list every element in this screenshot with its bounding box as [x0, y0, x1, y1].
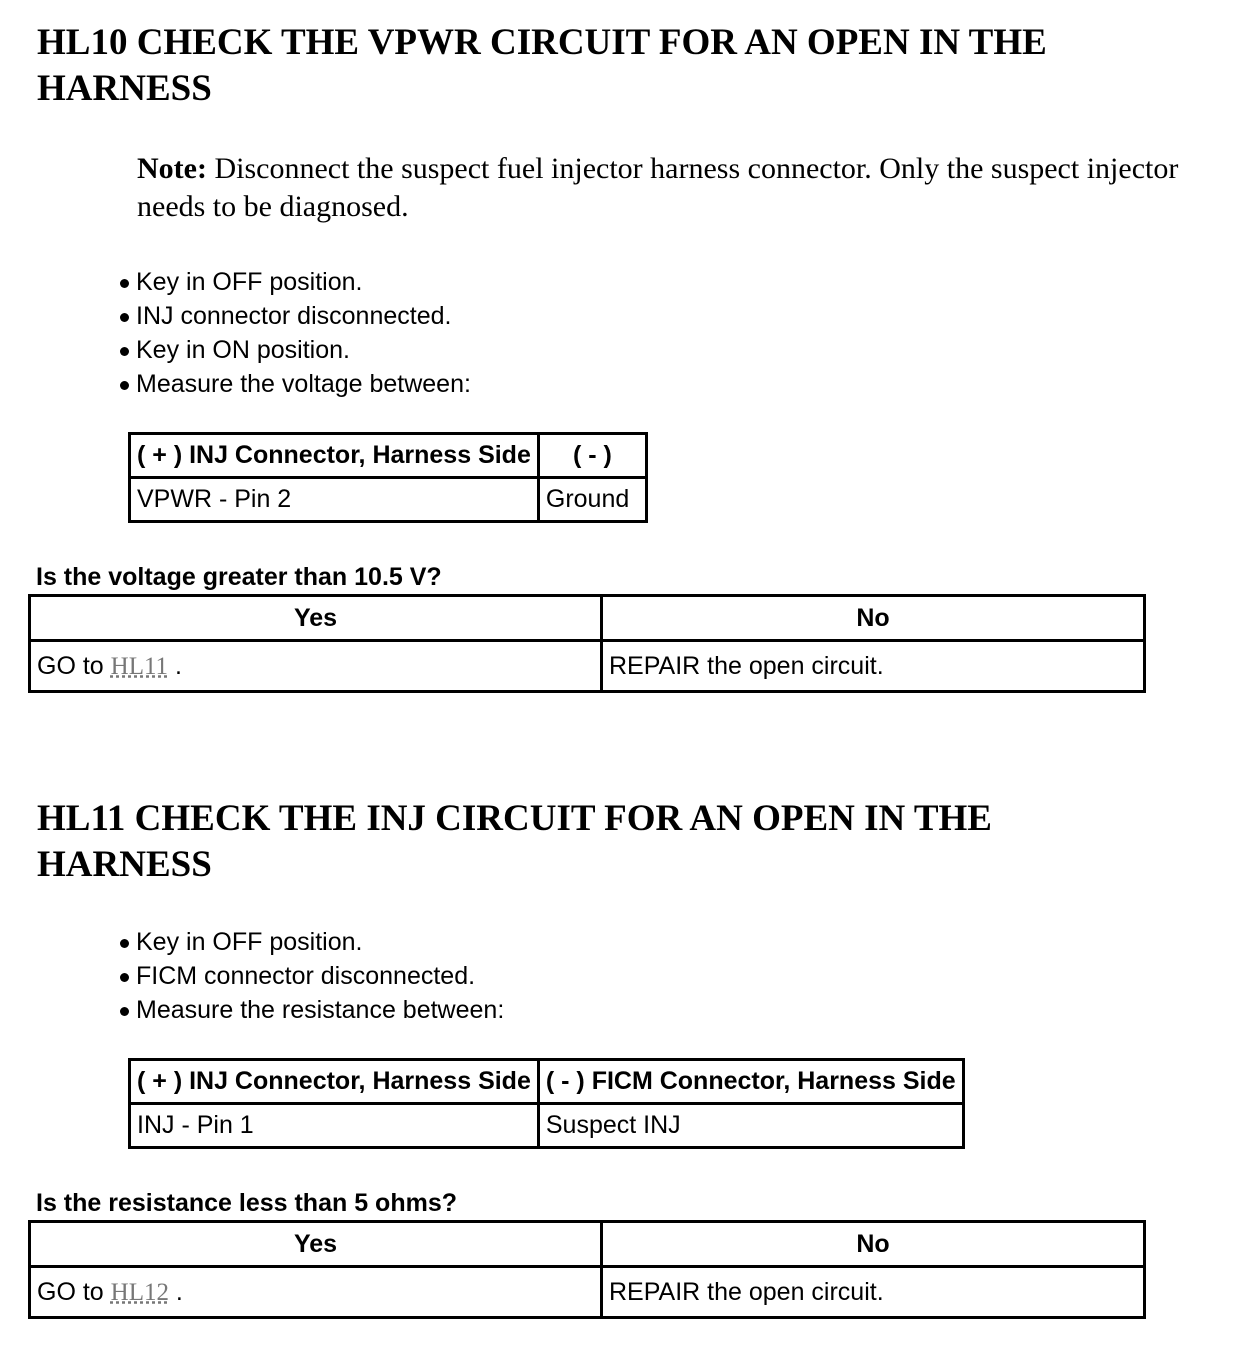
hl11-heading-line1: HL11 CHECK THE INJ CIRCUIT FOR AN OPEN IN THE: [37, 798, 992, 839]
step-item: [118, 959, 504, 993]
bullet-icon: [120, 1007, 129, 1016]
step-item: [118, 993, 504, 1027]
note-label: Note:: [137, 152, 207, 185]
table-header-row: [30, 596, 1145, 641]
positive-cell: INJ - Pin 1: [130, 1104, 539, 1148]
negative-cell: Suspect INJ: [538, 1104, 963, 1148]
table-row: [130, 1104, 964, 1148]
step-text: Key in OFF position.: [136, 928, 363, 956]
table-row: [30, 641, 1145, 692]
step-text: INJ connector disconnected.: [136, 302, 452, 330]
hl10-measure-table: [128, 432, 648, 523]
step-text: FICM connector disconnected.: [136, 962, 476, 990]
hl11-link[interactable]: HL11: [110, 652, 169, 680]
hl10-note: [137, 150, 1207, 226]
negative-header: ( - ): [538, 434, 646, 478]
yes-prefix: GO to: [37, 1277, 104, 1306]
step-item: [118, 265, 471, 299]
yes-header: Yes: [30, 1222, 602, 1267]
step-text: Key in ON position.: [136, 336, 350, 364]
positive-header: ( + ) INJ Connector, Harness Side: [130, 1060, 539, 1104]
hl11-steps-list: [118, 925, 504, 1027]
negative-cell: Ground: [538, 478, 646, 522]
step-item: [118, 925, 504, 959]
yes-suffix: .: [175, 651, 182, 680]
hl11-heading-line2: HARNESS: [37, 844, 212, 885]
hl10-question: Is the voltage greater than 10.5 V?: [36, 563, 442, 591]
bullet-icon: [120, 973, 129, 982]
hl10-heading-line2: HARNESS: [37, 68, 212, 109]
note-text: Disconnect the suspect fuel injector harness connector. Only the suspect injector needs to be diagnosed.: [137, 152, 1179, 223]
bullet-icon: [120, 347, 129, 356]
hl11-measure-table: [128, 1058, 965, 1149]
table-header-row: [30, 1222, 1145, 1267]
yes-cell: [30, 641, 602, 692]
hl11-result-table: [28, 1220, 1146, 1319]
bullet-icon: [120, 381, 129, 390]
step-item: [118, 367, 471, 401]
hl10-steps-list: [118, 265, 471, 401]
bullet-icon: [120, 939, 129, 948]
yes-suffix: .: [175, 1277, 183, 1306]
no-cell: REPAIR the open circuit.: [602, 1267, 1145, 1318]
step-text: Measure the voltage between:: [136, 370, 471, 398]
bullet-icon: [120, 279, 129, 288]
table-row: [130, 478, 647, 522]
yes-header: Yes: [30, 596, 602, 641]
hl10-heading-line1: HL10 CHECK THE VPWR CIRCUIT FOR AN OPEN IN THE: [37, 22, 1047, 63]
hl10-result-table: [28, 594, 1146, 693]
yes-prefix: GO to: [37, 651, 104, 680]
no-header: No: [602, 1222, 1145, 1267]
table-header-row: [130, 1060, 964, 1104]
positive-header: ( + ) INJ Connector, Harness Side: [130, 434, 539, 478]
step-item: [118, 333, 471, 367]
hl10-heading: [37, 20, 1187, 112]
step-item: [118, 299, 471, 333]
hl11-heading: [37, 796, 1187, 888]
no-cell: REPAIR the open circuit.: [602, 641, 1145, 692]
bullet-icon: [120, 313, 129, 322]
negative-header: ( - ) FICM Connector, Harness Side: [538, 1060, 963, 1104]
hl11-question: Is the resistance less than 5 ohms?: [36, 1189, 457, 1217]
no-header: No: [602, 596, 1145, 641]
table-row: [30, 1267, 1145, 1318]
step-text: Measure the resistance between:: [136, 996, 505, 1024]
positive-cell: VPWR - Pin 2: [130, 478, 539, 522]
hl12-link[interactable]: HL12: [110, 1278, 169, 1306]
step-text: Key in OFF position.: [136, 268, 363, 296]
table-header-row: [130, 434, 647, 478]
yes-cell: [30, 1267, 602, 1318]
